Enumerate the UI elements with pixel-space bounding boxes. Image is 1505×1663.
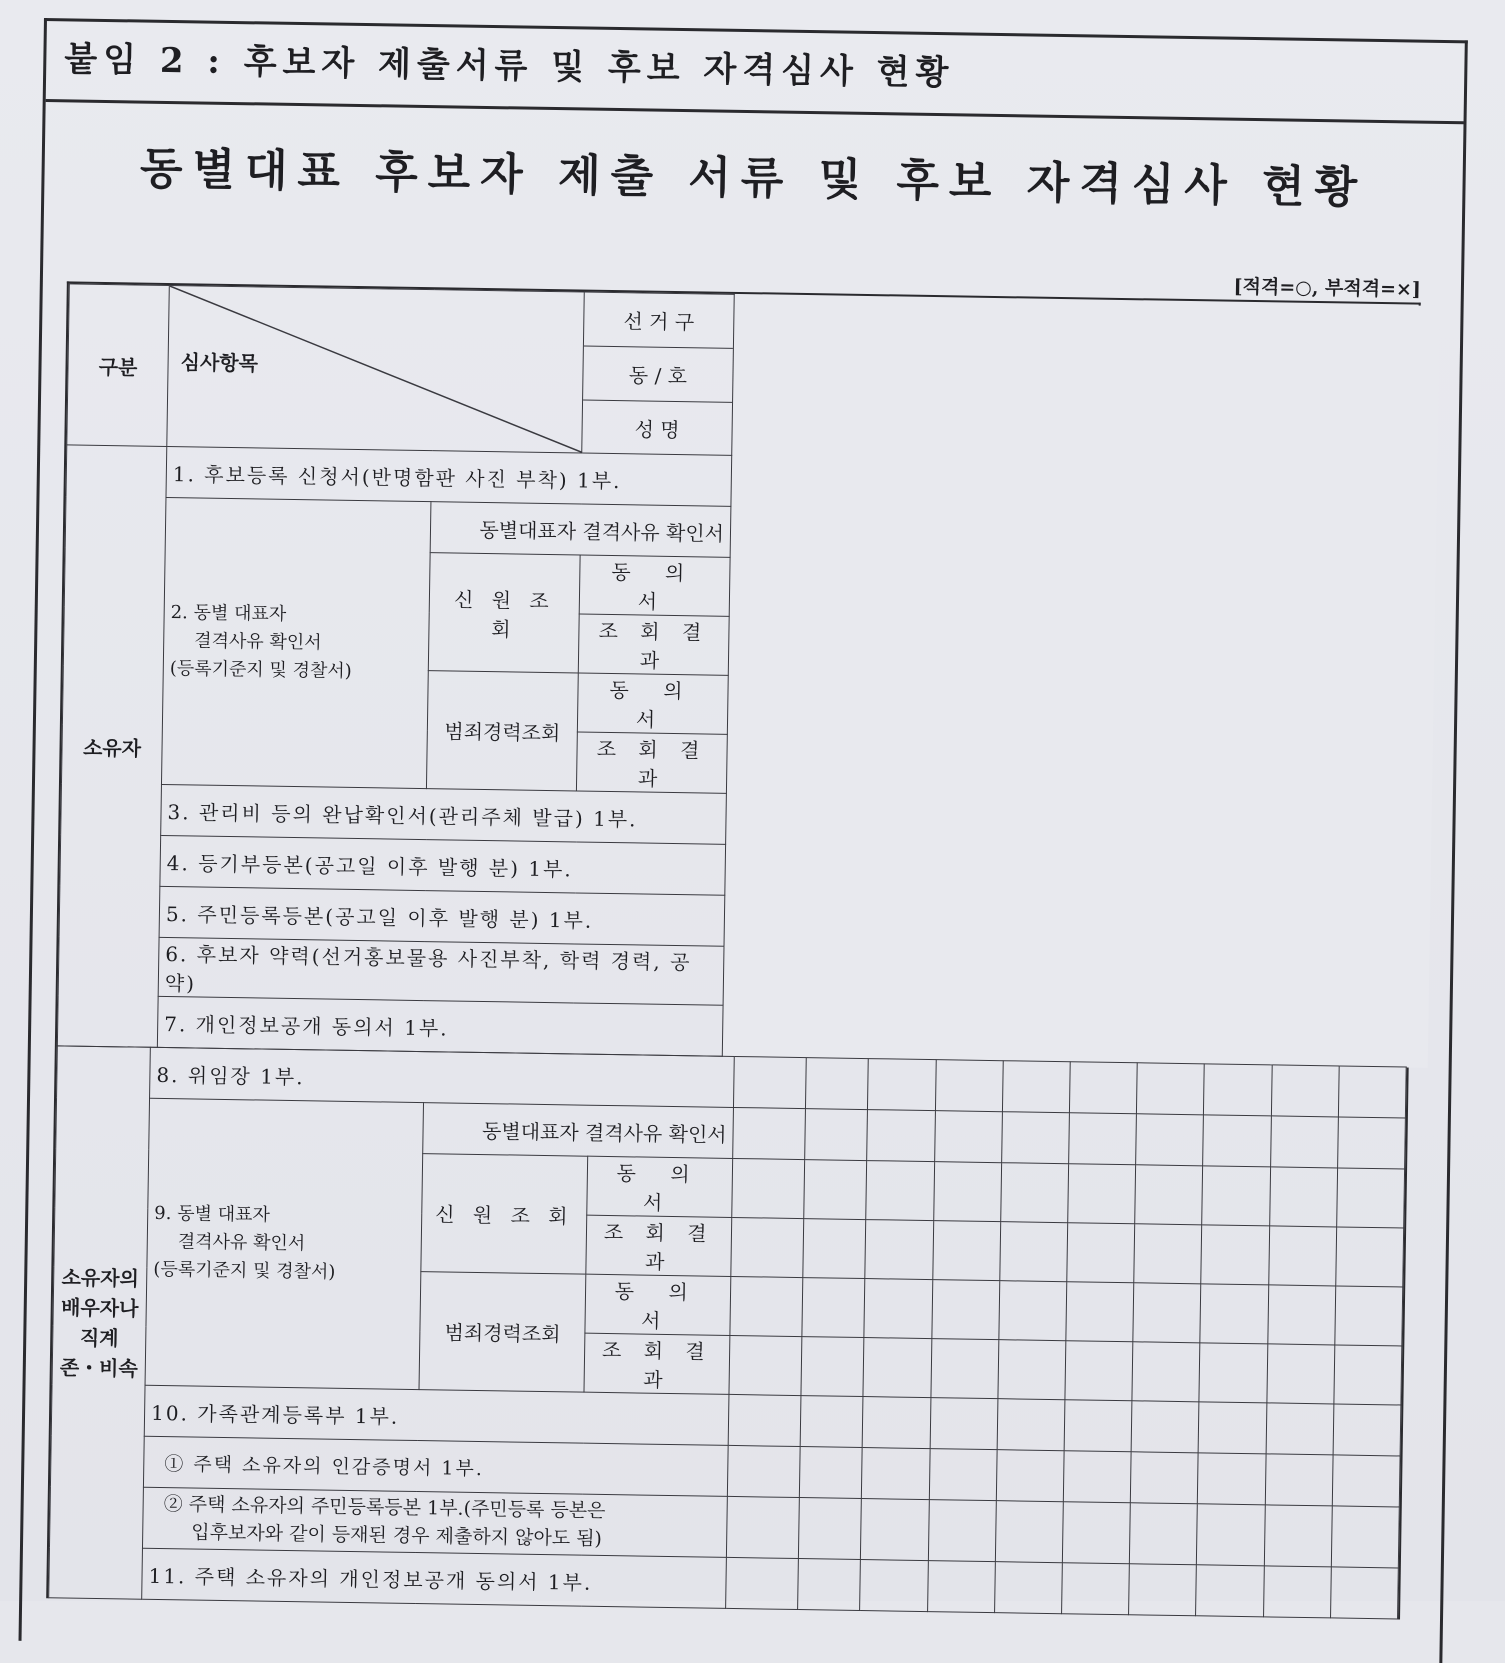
grid-cell[interactable] xyxy=(1198,1453,1266,1505)
item-11: 11. 주택 소유자의 개인정보공개 동의서 1부. xyxy=(142,1548,727,1608)
crime-result: 조 회 결 과 xyxy=(576,732,727,793)
grid-cell[interactable] xyxy=(928,1500,996,1562)
grid-cell[interactable] xyxy=(929,1449,997,1501)
grid-cell[interactable] xyxy=(1001,1163,1069,1223)
grid-cell[interactable] xyxy=(1201,1225,1269,1285)
grid-cell[interactable] xyxy=(1062,1563,1130,1615)
grid-cell[interactable] xyxy=(1333,1404,1401,1456)
item-10: 10. 가족관계등록부 1부. xyxy=(144,1385,729,1445)
grid-cell[interactable] xyxy=(1197,1504,1265,1566)
grid-cell[interactable] xyxy=(997,1399,1065,1451)
grid-cell[interactable] xyxy=(1000,1222,1068,1282)
grid-cell[interactable] xyxy=(1267,1285,1335,1345)
grid-cell[interactable] xyxy=(995,1501,1063,1563)
grid-cell[interactable] xyxy=(798,1559,861,1611)
grid-cell[interactable] xyxy=(927,1561,995,1613)
item-2-title: 2. 동별 대표자 xyxy=(170,602,287,625)
grid-cell[interactable] xyxy=(999,1281,1067,1341)
attachment-title: 붙임 2 : 후보자 제출서류 및 후보 자격심사 현황 xyxy=(64,39,955,94)
grid-cell[interactable] xyxy=(1131,1401,1199,1453)
grid-cell[interactable] xyxy=(863,1338,931,1398)
grid-cell[interactable] xyxy=(866,1161,934,1221)
family-label-4: 존・비속 xyxy=(59,1354,138,1381)
grid-cell[interactable] xyxy=(1133,1283,1201,1343)
grid-cell[interactable] xyxy=(867,1110,935,1162)
grid-cell[interactable] xyxy=(734,1056,807,1108)
grid-cell[interactable] xyxy=(868,1059,936,1111)
grid-cell[interactable] xyxy=(1268,1226,1336,1286)
grid-cell[interactable] xyxy=(1336,1168,1404,1228)
unit-label: 동 / 호 xyxy=(583,347,733,403)
redacted-area xyxy=(722,294,1439,1067)
grid-cell[interactable] xyxy=(1335,1286,1403,1346)
grid-cell[interactable] xyxy=(730,1276,803,1336)
grid-cell[interactable] xyxy=(1196,1565,1264,1617)
grid-cell[interactable] xyxy=(996,1450,1064,1502)
item-2 xyxy=(161,497,430,788)
grid-cell[interactable] xyxy=(932,1221,1000,1281)
grid-cell[interactable] xyxy=(1264,1505,1332,1567)
grid-cell[interactable] xyxy=(1331,1506,1399,1568)
grid-cell[interactable] xyxy=(727,1445,800,1497)
grid-cell[interactable] xyxy=(733,1107,806,1159)
grid-cell[interactable] xyxy=(1330,1567,1398,1619)
identity-consent: 동 의 서 xyxy=(579,555,730,616)
grid-cell[interactable] xyxy=(1129,1564,1197,1616)
item-1: 1. 후보등록 신청서(반명함판 사진 부착) 1부. xyxy=(166,446,732,506)
grid-cell[interactable] xyxy=(994,1562,1062,1614)
grid-cell[interactable] xyxy=(1200,1284,1268,1344)
grid-cell[interactable] xyxy=(1334,1345,1402,1405)
header-meta xyxy=(582,292,735,455)
grid-cell[interactable] xyxy=(728,1394,801,1446)
grid-cell[interactable] xyxy=(1271,1065,1339,1117)
grid-cell[interactable] xyxy=(803,1219,866,1279)
grid-cell[interactable] xyxy=(1338,1066,1406,1118)
item-6: 6. 후보자 약력(선거홍보물용 사진부착, 학력 경력, 공약) xyxy=(158,937,724,1005)
identity-check: 신 원 조 회 xyxy=(428,553,580,673)
table-header-row xyxy=(67,284,1439,466)
crime-consent: 동 의 서 xyxy=(577,673,728,734)
grid-cell[interactable] xyxy=(1136,1114,1204,1166)
grid-cell[interactable] xyxy=(1135,1165,1203,1225)
grid-cell[interactable] xyxy=(806,1058,869,1110)
grid-cell[interactable] xyxy=(934,1111,1002,1163)
item-2-note: (등록기준지 및 경찰서) xyxy=(169,658,352,682)
item-7: 7. 개인정보공개 동의서 1부. xyxy=(157,996,723,1056)
item-9-title: 9. 동별 대표자 xyxy=(154,1202,270,1226)
family-label-2: 배우자나 xyxy=(60,1294,139,1321)
item-5: 5. 주민등록등본(공고일 이후 발행 분) 1부. xyxy=(159,886,725,946)
category-header: 구분 xyxy=(67,284,170,447)
grid-cell[interactable] xyxy=(1130,1503,1198,1565)
review-table xyxy=(46,281,1421,1619)
family-identity-check: 신 원 조 회 xyxy=(421,1154,588,1275)
grid-cell[interactable] xyxy=(1265,1454,1333,1506)
crime-check: 범죄경력조회 xyxy=(426,671,578,791)
grid-cell[interactable] xyxy=(726,1557,799,1609)
grid-cell[interactable] xyxy=(1263,1566,1331,1618)
grid-cell[interactable] xyxy=(1131,1452,1199,1504)
item-9-sub: 결격사유 확인서 xyxy=(177,1231,306,1255)
grid-cell[interactable] xyxy=(1063,1451,1131,1503)
item-10-1: ① 주택 소유자의 인감증명서 1부. xyxy=(143,1436,728,1496)
grid-cell[interactable] xyxy=(729,1335,802,1395)
grid-cell[interactable] xyxy=(801,1337,864,1397)
grid-cell[interactable] xyxy=(931,1280,999,1340)
grid-cell[interactable] xyxy=(1198,1402,1266,1454)
family-label-3: 직계 xyxy=(79,1325,119,1350)
family-crime-result: 조 회 결 과 xyxy=(584,1333,730,1394)
legend: [적격=○, 부적격=×] xyxy=(1233,275,1422,301)
item-9-note: (등록기준지 및 경찰서) xyxy=(153,1258,336,1283)
grid-cell[interactable] xyxy=(1203,1115,1271,1167)
grid-cell[interactable] xyxy=(1067,1223,1135,1283)
grid-cell[interactable] xyxy=(805,1109,868,1161)
grid-cell[interactable] xyxy=(1202,1166,1270,1226)
confirm-doc: 동별대표자 결격사유 확인서 xyxy=(430,502,731,558)
grid-cell[interactable] xyxy=(935,1060,1003,1112)
grid-cell[interactable] xyxy=(1134,1224,1202,1284)
item-4: 4. 등기부등본(공고일 이후 발행 분) 1부. xyxy=(160,835,726,895)
grid-cell[interactable] xyxy=(861,1499,929,1561)
grid-cell[interactable] xyxy=(1066,1282,1134,1342)
grid-cell[interactable] xyxy=(1002,1061,1070,1113)
grid-cell[interactable] xyxy=(1137,1063,1205,1115)
item-2-sub: 결격사유 확인서 xyxy=(194,630,322,654)
family-category xyxy=(49,1046,151,1599)
grid-cell[interactable] xyxy=(1001,1112,1069,1164)
name-label: 성 명 xyxy=(634,416,680,442)
grid-cell[interactable] xyxy=(1132,1342,1200,1402)
grid-cell[interactable] xyxy=(1332,1455,1400,1507)
grid-cell[interactable] xyxy=(804,1160,867,1220)
grid-cell[interactable] xyxy=(860,1560,928,1612)
grid-cell[interactable] xyxy=(801,1396,864,1448)
grid-cell[interactable] xyxy=(799,1498,862,1560)
grid-cell[interactable] xyxy=(802,1278,865,1338)
grid-cell[interactable] xyxy=(931,1339,999,1399)
identity-result: 조 회 결 과 xyxy=(578,614,729,675)
grid-cell[interactable] xyxy=(930,1398,998,1450)
grid-cell[interactable] xyxy=(864,1279,932,1339)
grid-cell[interactable] xyxy=(1269,1167,1337,1227)
document-frame xyxy=(19,18,1468,1663)
grid-cell[interactable] xyxy=(1064,1400,1132,1452)
family-crime-consent: 동 의 서 xyxy=(585,1274,731,1335)
grid-cell[interactable] xyxy=(1069,1113,1137,1165)
grid-cell[interactable] xyxy=(1270,1116,1338,1168)
grid-cell[interactable] xyxy=(865,1220,933,1280)
items-header xyxy=(167,286,584,453)
owner-category: 소유자 xyxy=(57,445,166,1047)
grid-cell[interactable] xyxy=(863,1397,931,1449)
grid-cell[interactable] xyxy=(1068,1164,1136,1224)
grid-cell[interactable] xyxy=(1065,1341,1133,1401)
grid-cell[interactable] xyxy=(1062,1502,1130,1564)
items-header-label: 심사항목 xyxy=(180,350,259,376)
family-identity-result: 조 회 결 과 xyxy=(586,1215,732,1276)
grid-cell[interactable] xyxy=(726,1496,799,1558)
family-identity-consent: 동 의 서 xyxy=(587,1156,733,1217)
grid-cell[interactable] xyxy=(800,1447,863,1499)
item-3: 3. 관리비 등의 완납확인서(관리주체 발급) 1부. xyxy=(161,784,727,844)
family-label-1: 소유자의 xyxy=(61,1264,140,1291)
grid-cell[interactable] xyxy=(1199,1343,1267,1403)
grid-cell[interactable] xyxy=(1266,1344,1334,1404)
district-label: 선 거 구 xyxy=(584,293,734,349)
grid-cell[interactable] xyxy=(1266,1403,1334,1455)
item-9 xyxy=(145,1098,423,1389)
item-10-2 xyxy=(143,1487,728,1557)
grid-cell[interactable] xyxy=(1204,1064,1272,1116)
grid-cell[interactable] xyxy=(732,1158,805,1218)
grid-cell[interactable] xyxy=(862,1448,930,1500)
grid-cell[interactable] xyxy=(1069,1062,1137,1114)
grid-cell[interactable] xyxy=(1337,1117,1405,1169)
document-title: 동별대표 후보자 제출 서류 및 후보 자격심사 현황 xyxy=(139,143,1368,214)
item-8: 8. 위임장 1부. xyxy=(150,1047,735,1107)
family-confirm-doc: 동별대표자 결격사유 확인서 xyxy=(423,1103,734,1159)
grid-cell[interactable] xyxy=(731,1217,804,1277)
attachment-header xyxy=(46,21,1465,124)
grid-cell[interactable] xyxy=(1335,1227,1403,1287)
item-10-2-line2: 입후보자와 같이 등재된 경우 제출하지 않아도 됨) xyxy=(191,1521,603,1550)
family-crime-check: 범죄경력조회 xyxy=(419,1272,586,1393)
grid-cell[interactable] xyxy=(933,1162,1001,1222)
item-10-2-line1: ② 주택 소유자의 주민등록등본 1부.(주민등록 등본은 xyxy=(163,1493,606,1523)
grid-cell[interactable] xyxy=(998,1340,1066,1400)
